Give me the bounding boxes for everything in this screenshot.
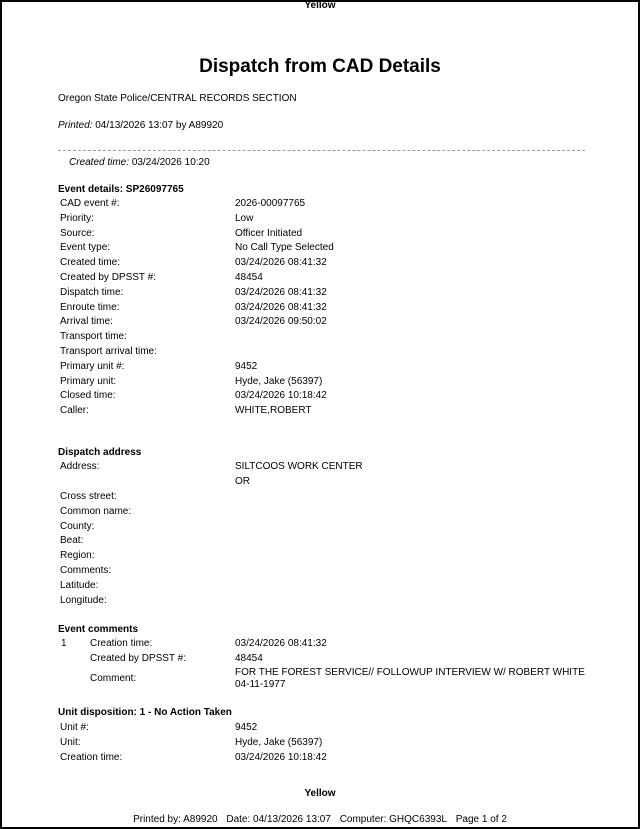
event-detail-row — [58, 272, 598, 286]
address-detail-label: Beat: — [60, 535, 84, 547]
address-detail-row — [58, 565, 598, 579]
unit-detail-value: 03/24/2026 10:18:42 — [235, 751, 327, 763]
address-detail-row — [58, 550, 598, 564]
event-detail-row — [58, 316, 598, 330]
event-detail-label: Transport arrival time: — [60, 346, 157, 357]
event-detail-label: Arrival time: — [60, 316, 113, 328]
event-detail-row — [58, 405, 598, 419]
event-detail-row — [58, 228, 598, 242]
event-detail-value: 2026-00097765 — [235, 198, 306, 209]
event-detail-label: Created by DPSST #: — [60, 272, 156, 283]
event-detail-value: 03/24/2026 08:41:32 — [235, 301, 327, 313]
event-detail-label: Dispatch time: — [60, 286, 124, 298]
created-label: Created time: — [69, 157, 130, 168]
address-detail-label: County: — [60, 520, 95, 532]
address-detail-row — [58, 580, 598, 594]
printed-value: 04/13/2026 13:07 by A89920 — [95, 120, 224, 131]
classification-header: Yellow — [304, 0, 336, 11]
document-title: Dispatch from CAD Details — [199, 56, 441, 77]
address-detail-row — [58, 491, 598, 505]
created-info — [69, 157, 210, 168]
unit-detail-value: Hyde, Jake (56397) — [235, 736, 323, 748]
comment-text: FOR THE FOREST SERVICE// FOLLOWUP INTERVIEW W/ ROBERT WHITE 04-11-1977 — [235, 667, 585, 690]
address-detail-label: Comments: — [60, 565, 112, 576]
address-row-2 — [58, 476, 598, 490]
comment-created-by-value: 48454 — [235, 653, 263, 664]
comment-label: Comment: — [90, 673, 137, 684]
divider — [58, 150, 585, 151]
event-detail-value: No Call Type Selected — [235, 242, 334, 254]
event-detail-label: Source: — [60, 227, 95, 239]
event-detail-row — [58, 346, 598, 360]
address-detail-label: Cross street: — [60, 491, 117, 502]
footer-page: Page 1 of 2 — [455, 814, 507, 825]
unit-detail-row — [58, 722, 598, 736]
comment-number: 1 — [61, 638, 67, 649]
event-detail-row — [58, 361, 598, 375]
event-detail-value: 03/24/2026 08:41:32 — [235, 257, 327, 269]
event-details-heading: Event details: SP26097765 — [58, 184, 184, 195]
event-detail-label: Transport time: — [60, 331, 127, 343]
event-detail-label: CAD event #: — [60, 198, 120, 209]
event-detail-label: Primary unit: — [60, 375, 117, 387]
classification-footer: Yellow — [304, 788, 336, 799]
event-detail-row — [58, 257, 598, 271]
event-detail-value: 9452 — [235, 360, 258, 372]
address-detail-label: Region: — [60, 550, 95, 562]
agency-name: Oregon State Police/CENTRAL RECORDS SECTION — [58, 93, 297, 104]
printed-label: Printed: — [58, 120, 93, 131]
address-detail-row — [58, 521, 598, 535]
event-detail-value: Officer Initiated — [235, 227, 303, 239]
address-detail-row — [58, 595, 598, 609]
event-detail-label: Event type: — [60, 242, 111, 254]
comment-creation-value: 03/24/2026 08:41:32 — [235, 638, 327, 649]
unit-detail-label: Unit: — [60, 736, 81, 748]
unit-disposition-heading: Unit disposition: 1 - No Action Taken — [58, 707, 232, 718]
event-detail-label: Caller: — [60, 405, 89, 417]
event-detail-label: Closed time: — [60, 390, 116, 402]
unit-detail-label: Creation time: — [60, 751, 123, 763]
event-detail-row — [58, 331, 598, 345]
unit-detail-row — [58, 737, 598, 751]
dispatch-address-heading: Dispatch address — [58, 447, 142, 458]
event-detail-value: WHITE,ROBERT — [235, 405, 312, 417]
event-detail-value: 03/24/2026 08:41:32 — [235, 286, 327, 298]
event-comments-heading: Event comments — [58, 624, 139, 635]
unit-detail-value: 9452 — [235, 722, 258, 733]
address-line2: OR — [235, 476, 250, 487]
address-detail-row — [58, 506, 598, 520]
event-detail-value: 48454 — [235, 272, 263, 283]
address-line1: SILTCOOS WORK CENTER — [235, 461, 363, 472]
footer-printed-by: Printed by: A89920 — [133, 814, 218, 825]
address-detail-label: Latitude: — [60, 579, 99, 591]
event-detail-row — [58, 376, 598, 390]
event-detail-value: Hyde, Jake (56397) — [235, 375, 323, 387]
address-label: Address: — [60, 461, 100, 472]
event-detail-label: Created time: — [60, 257, 121, 269]
comment-creation-label: Creation time: — [90, 638, 153, 649]
unit-detail-row — [58, 752, 598, 766]
event-detail-label: Primary unit #: — [60, 360, 125, 372]
event-detail-row — [58, 287, 598, 301]
address-detail-label: Longitude: — [60, 594, 107, 606]
event-detail-value: Low — [235, 212, 254, 224]
address-row — [58, 461, 598, 475]
page-footer — [0, 814, 640, 825]
comment-created-by-label: Created by DPSST #: — [90, 653, 186, 664]
created-value: 03/24/2026 10:20 — [131, 157, 210, 168]
address-detail-row — [58, 535, 598, 549]
event-detail-row — [58, 242, 598, 256]
footer-computer: Computer: GHQC6393L — [339, 814, 447, 825]
event-detail-row — [58, 213, 598, 227]
event-detail-row — [58, 302, 598, 316]
event-detail-row — [58, 198, 598, 212]
event-detail-value: 03/24/2026 09:50:02 — [235, 316, 327, 328]
printed-info — [58, 120, 223, 131]
event-detail-label: Priority: — [60, 212, 94, 224]
footer-date: Date: 04/13/2026 13:07 — [226, 814, 331, 825]
event-detail-value: 03/24/2026 10:18:42 — [235, 390, 327, 402]
unit-detail-label: Unit #: — [60, 722, 89, 733]
event-detail-label: Enroute time: — [60, 301, 120, 313]
address-detail-label: Common name: — [60, 505, 132, 517]
event-detail-row — [58, 390, 598, 404]
